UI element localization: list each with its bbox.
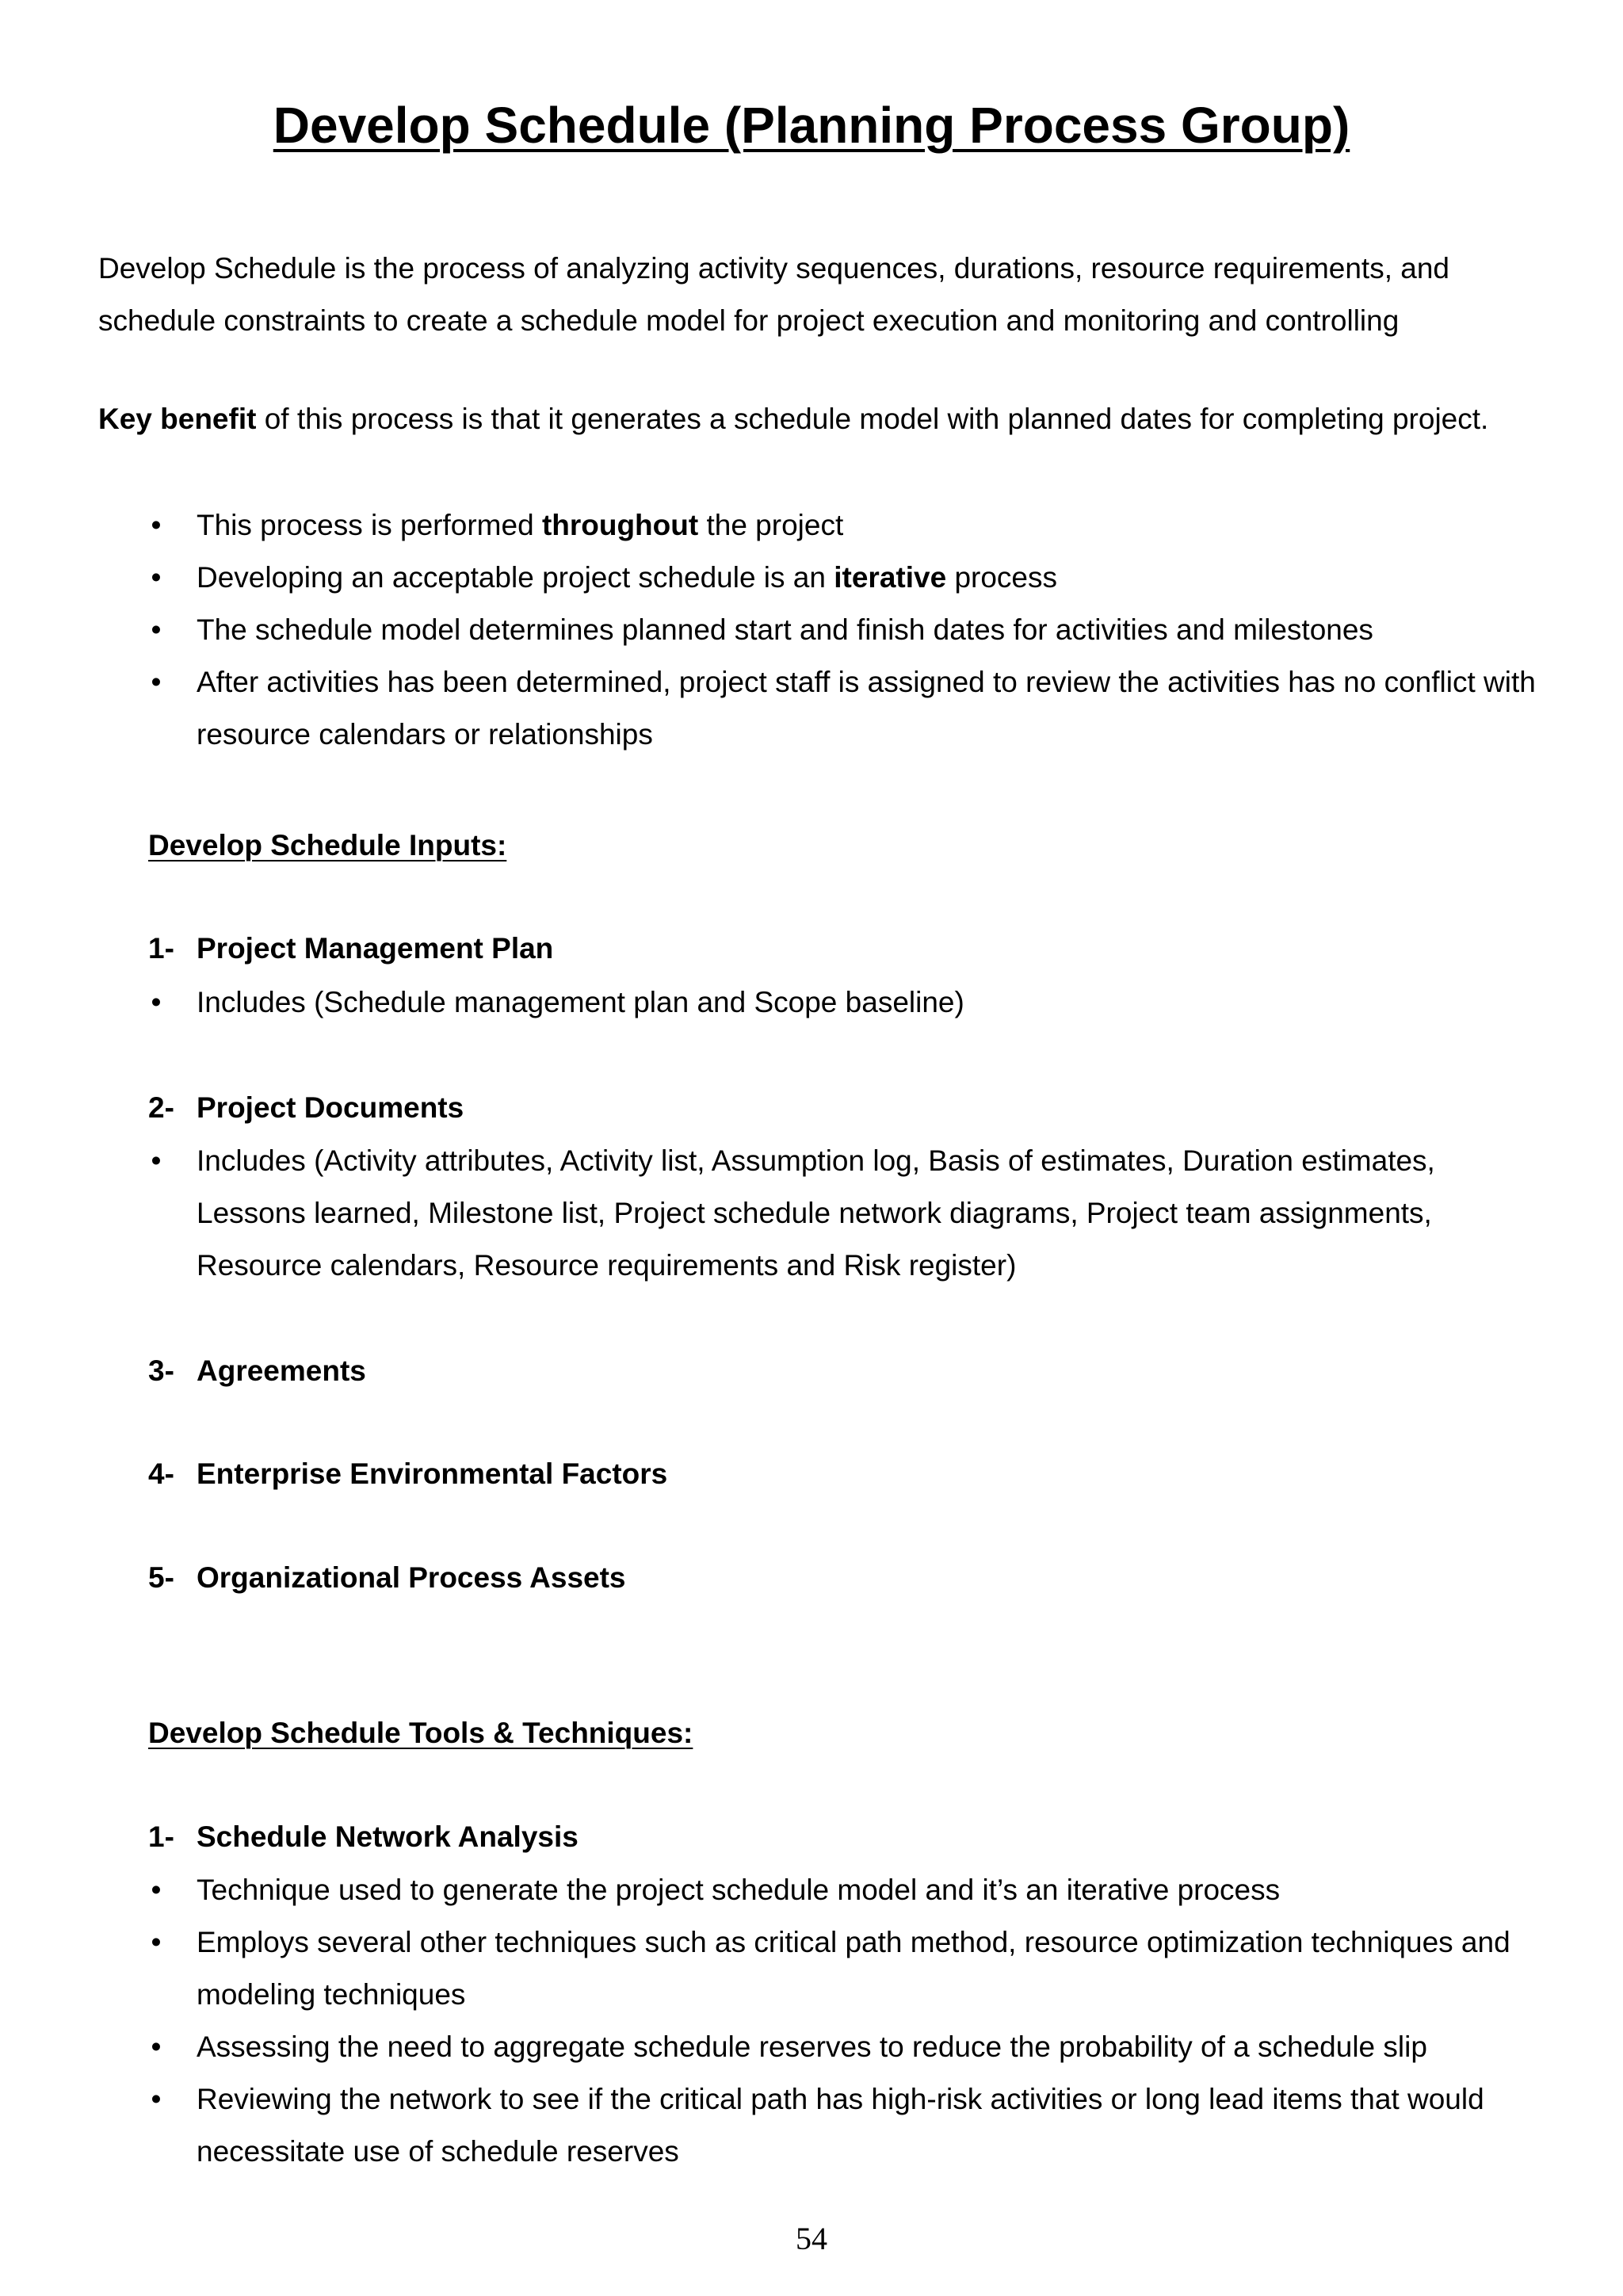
list-item: • Assessing the need to aggregate schedule reserves to reduce the probability of a schedule slip bbox=[0, 2021, 1544, 2073]
list-item: • The schedule model determines planned start and finish dates for activities and milestones bbox=[0, 604, 1544, 656]
input-item-heading: 4- Enterprise Environmental Factors bbox=[148, 1457, 668, 1490]
list-item: • This process is performed throughout the project bbox=[0, 499, 1544, 552]
input-item-bullets bbox=[0, 976, 1623, 1029]
list-item: • Technique used to generate the project schedule model and it’s an iterative process bbox=[0, 1864, 1544, 1916]
tool-item-bullets bbox=[0, 1864, 1623, 2178]
intro-paragraph: Develop Schedule is the process of analyzing activity sequences, durations, resource requirements, and schedule constraints to create a schedule model for project execution and monitoring and controlling bbox=[98, 252, 1449, 337]
bullet-icon: • bbox=[151, 1144, 162, 1177]
bullet-icon: • bbox=[151, 2083, 162, 2115]
key-benefit-paragraph bbox=[98, 393, 1556, 445]
bullet-icon: • bbox=[151, 561, 162, 594]
tools-heading: Develop Schedule Tools & Techniques: bbox=[148, 1717, 693, 1749]
input-item-heading: 1- Project Management Plan bbox=[148, 932, 554, 965]
list-item: • Includes (Activity attributes, Activity list, Assumption log, Basis of estimates, Duration estimates, Lessons learned, Milestone list, Project schedule network diagrams, Project team assignments, Resource calendars, Resource requirements and Risk register) bbox=[0, 1135, 1544, 1292]
list-item: • Employs several other techniques such as critical path method, resource optimization techniques and modeling techniques bbox=[0, 1916, 1544, 2021]
bullet-icon: • bbox=[151, 509, 162, 541]
input-item-heading: 3- Agreements bbox=[148, 1354, 366, 1387]
input-item-heading: 2- Project Documents bbox=[148, 1091, 464, 1124]
inputs-heading: Develop Schedule Inputs: bbox=[148, 829, 507, 861]
bullet-icon: • bbox=[151, 1926, 162, 1958]
list-item: • Reviewing the network to see if the critical path has high-risk activities or long lead items that would necessitate use of schedule reserves bbox=[0, 2073, 1544, 2178]
bullet-icon: • bbox=[151, 986, 162, 1018]
input-item-bullets bbox=[0, 1135, 1623, 1292]
input-item-heading: 5- Organizational Process Assets bbox=[148, 1561, 626, 1594]
bullet-icon: • bbox=[151, 1874, 162, 1906]
bullet-icon: • bbox=[151, 613, 162, 646]
page-number: 54 bbox=[796, 2221, 827, 2256]
bullet-icon: • bbox=[151, 666, 162, 698]
list-item: • Developing an acceptable project schedule is an iterative process bbox=[0, 552, 1544, 604]
key-benefit-label: Key benefit bbox=[98, 403, 257, 435]
list-item: • After activities has been determined, project staff is assigned to review the activities has no conflict with resource calendars or relationships bbox=[0, 656, 1544, 761]
page-title: Develop Schedule (Planning Process Group) bbox=[273, 97, 1350, 154]
tool-item-heading: 1- Schedule Network Analysis bbox=[148, 1820, 579, 1853]
overview-bullet-list bbox=[0, 499, 1623, 761]
key-benefit-text: of this process is that it generates a schedule model with planned dates for completing project. bbox=[256, 403, 1489, 435]
list-item: • Includes (Schedule management plan and Scope baseline) bbox=[0, 976, 1544, 1029]
bullet-icon: • bbox=[151, 2030, 162, 2063]
